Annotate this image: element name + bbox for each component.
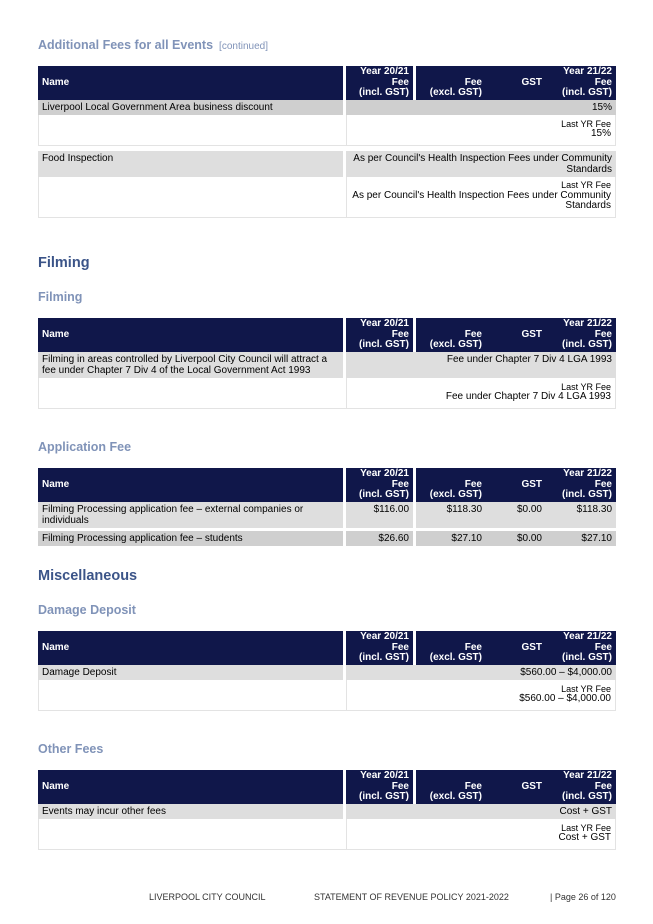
table-row [38, 665, 616, 680]
col-name: Name [38, 631, 346, 665]
col-fee-label: Fee [416, 643, 486, 654]
footer-page-number: | Page 26 of 120 [550, 892, 616, 902]
row-value: Cost + GST [346, 804, 616, 819]
table-header [38, 468, 616, 502]
last-year-label: Last YR Fee [561, 683, 611, 694]
last-year-cell [346, 819, 616, 850]
table-row [38, 531, 616, 546]
col-gst-label: GST [486, 782, 546, 793]
row-value: $560.00 – $4,000.00 [346, 665, 616, 680]
section-title-filming: Filming [38, 255, 90, 271]
blank-cell [38, 115, 346, 146]
col-y2021: Year 20/21 [346, 468, 416, 480]
col-y2021-fee: Fee [346, 782, 416, 793]
col-name: Name [38, 66, 346, 100]
col-y2021-incl: (incl. GST) [346, 653, 416, 665]
last-year-cell [346, 115, 616, 146]
table-row [38, 151, 616, 177]
col-y2021: Year 20/21 [346, 318, 416, 330]
col-name: Name [38, 770, 346, 804]
col-gst-label: GST [486, 643, 546, 654]
col-y2122: Year 21/22 [546, 631, 616, 643]
last-year-cell [346, 680, 616, 711]
col-fee-excl: (excl. GST) [416, 88, 486, 100]
fee-table-damage [38, 631, 616, 711]
last-year-label: Last YR Fee [561, 118, 611, 129]
col-gst-blank [486, 340, 546, 352]
footer-statement: STATEMENT OF REVENUE POLICY 2021-2022 [314, 892, 509, 902]
last-year-row [38, 819, 616, 850]
fee-table-application [38, 468, 616, 546]
last-year-row [38, 680, 616, 711]
subsection-title-filming: Filming [38, 290, 83, 304]
table-row [38, 352, 616, 378]
fee-table-additional [38, 66, 616, 218]
last-year-label: Last YR Fee [561, 822, 611, 833]
row-name: Events may incur other fees [38, 804, 346, 819]
table-row [38, 100, 616, 115]
col-fee [416, 318, 486, 330]
col-y2122-fee: Fee [546, 78, 616, 89]
col-gst-blank [486, 792, 546, 804]
continued-label: [continued] [219, 41, 268, 52]
last-year-value: 15% [590, 128, 611, 139]
fee-table-other [38, 770, 616, 850]
table-header [38, 770, 616, 804]
table-header [38, 631, 616, 665]
last-year-value: As per Council's Health Inspection Fees under Community Standards [352, 189, 611, 212]
col-fee [416, 631, 486, 643]
col-fee [416, 66, 486, 78]
row-name: Food Inspection [38, 151, 346, 177]
col-y2122-fee: Fee [546, 480, 616, 491]
table-row [38, 502, 616, 528]
col-y2122-fee: Fee [546, 782, 616, 793]
col-y2122-fee: Fee [546, 330, 616, 341]
blank-cell [38, 819, 346, 850]
row-value: Fee under Chapter 7 Div 4 LGA 1993 [346, 352, 616, 378]
col-y2122: Year 21/22 [546, 318, 616, 330]
col-y2122: Year 21/22 [546, 66, 616, 78]
blank-cell [38, 177, 346, 218]
table-header [38, 66, 616, 100]
col-y2021-incl: (incl. GST) [346, 490, 416, 502]
col-gst-blank [486, 88, 546, 100]
row-y2021: $26.60 [346, 531, 416, 546]
col-y2122: Year 21/22 [546, 770, 616, 782]
col-fee-excl: (excl. GST) [416, 653, 486, 665]
col-gst-blank [486, 653, 546, 665]
row-value: As per Council's Health Inspection Fees under Community Standards [346, 151, 616, 177]
col-y2122-incl: (incl. GST) [546, 490, 616, 502]
last-year-row [38, 177, 616, 218]
table-row [38, 804, 616, 819]
last-year-row [38, 115, 616, 146]
last-year-value: Fee under Chapter 7 Div 4 LGA 1993 [445, 391, 611, 402]
col-gst [486, 468, 546, 480]
row-fee: $118.30 [416, 502, 486, 528]
col-name: Name [38, 468, 346, 502]
col-name: Name [38, 318, 346, 352]
col-fee-label: Fee [416, 330, 486, 341]
col-gst-blank [486, 490, 546, 502]
row-fee: $27.10 [416, 531, 486, 546]
last-year-cell [346, 378, 616, 409]
col-y2122-incl: (incl. GST) [546, 792, 616, 804]
subsection-title-other-fees: Other Fees [38, 742, 104, 756]
subsection-title-damage-deposit: Damage Deposit [38, 603, 136, 617]
col-fee [416, 468, 486, 480]
last-year-label: Last YR Fee [561, 381, 611, 392]
last-year-row [38, 378, 616, 409]
col-fee-excl: (excl. GST) [416, 340, 486, 352]
row-value: 15% [346, 100, 616, 115]
section-heading-additional-fees [38, 38, 268, 52]
col-y2122: Year 21/22 [546, 468, 616, 480]
row-y2122: $118.30 [546, 502, 616, 528]
row-name: Damage Deposit [38, 665, 346, 680]
col-y2021: Year 20/21 [346, 631, 416, 643]
col-gst-label: GST [486, 78, 546, 89]
last-year-value: Cost + GST [558, 832, 611, 843]
col-fee-label: Fee [416, 480, 486, 491]
last-year-value: $560.00 – $4,000.00 [519, 693, 611, 704]
last-year-cell [346, 177, 616, 218]
row-name: Filming Processing application fee – external companies or individuals [38, 502, 346, 528]
row-gst: $0.00 [486, 531, 546, 546]
blank-cell [38, 378, 346, 409]
row-name: Filming Processing application fee – students [38, 531, 346, 546]
col-gst-label: GST [486, 480, 546, 491]
col-gst [486, 631, 546, 643]
col-y2021-fee: Fee [346, 480, 416, 491]
last-year-label: Last YR Fee [561, 180, 611, 191]
col-y2122-incl: (incl. GST) [546, 653, 616, 665]
subsection-title-application-fee: Application Fee [38, 440, 132, 454]
col-gst-label: GST [486, 330, 546, 341]
row-y2122: $27.10 [546, 531, 616, 546]
col-fee-label: Fee [416, 78, 486, 89]
col-y2122-fee: Fee [546, 643, 616, 654]
col-y2021: Year 20/21 [346, 770, 416, 782]
col-y2021-fee: Fee [346, 78, 416, 89]
col-gst [486, 318, 546, 330]
col-y2122-incl: (incl. GST) [546, 340, 616, 352]
col-fee-excl: (excl. GST) [416, 490, 486, 502]
row-name: Filming in areas controlled by Liverpool City Council will attract a fee under Chapter 7 Div 4 of the Local Government Act 1993 [38, 352, 346, 378]
table-header [38, 318, 616, 352]
col-y2021-incl: (incl. GST) [346, 792, 416, 804]
fee-table-filming [38, 318, 616, 409]
col-y2021-fee: Fee [346, 643, 416, 654]
col-y2021-incl: (incl. GST) [346, 88, 416, 100]
col-y2021-fee: Fee [346, 330, 416, 341]
col-y2122-incl: (incl. GST) [546, 88, 616, 100]
footer-council: LIVERPOOL CITY COUNCIL [149, 892, 266, 902]
col-fee-label: Fee [416, 782, 486, 793]
row-y2021: $116.00 [346, 502, 416, 528]
heading-text: Additional Fees for all Events [38, 38, 214, 52]
col-fee [416, 770, 486, 782]
col-gst [486, 66, 546, 78]
col-fee-excl: (excl. GST) [416, 792, 486, 804]
col-y2021: Year 20/21 [346, 66, 416, 78]
col-gst [486, 770, 546, 782]
col-y2021-incl: (incl. GST) [346, 340, 416, 352]
row-name: Liverpool Local Government Area business discount [38, 100, 346, 115]
blank-cell [38, 680, 346, 711]
row-gst: $0.00 [486, 502, 546, 528]
section-title-miscellaneous: Miscellaneous [38, 568, 138, 584]
